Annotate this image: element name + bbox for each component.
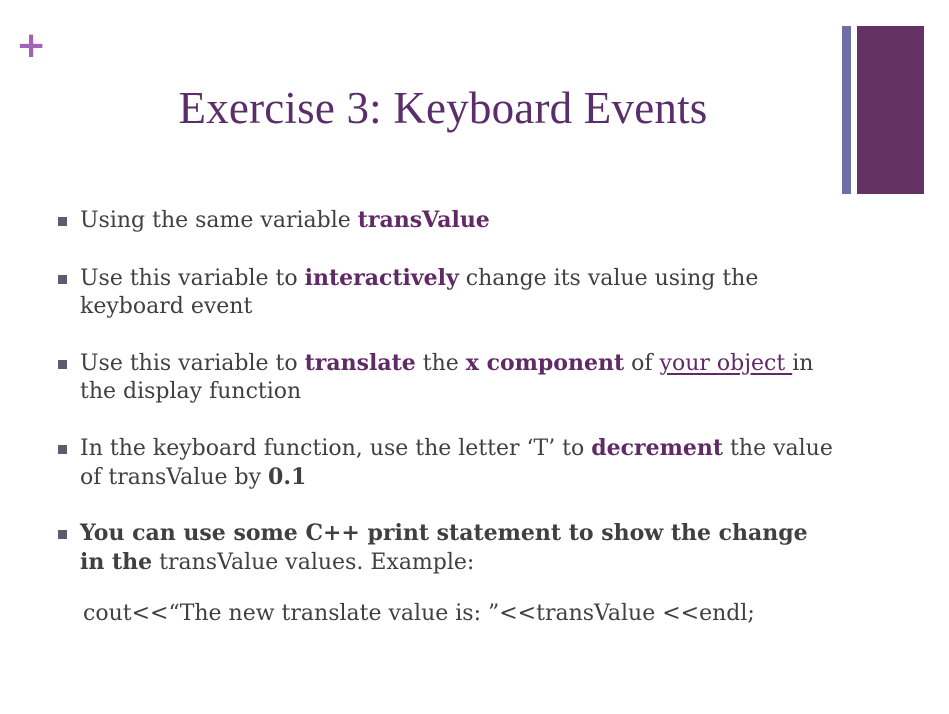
bullet-item: Use this variable to translate the x component of your object in the display function	[56, 349, 836, 406]
bullet-item: Using the same variable transValue	[56, 206, 836, 235]
emphasis: 0.1	[268, 464, 307, 490]
emphasis: x component	[465, 350, 625, 376]
bullet-item: Use this variable to interactively change its value using the keyboard event	[56, 264, 836, 321]
emphasis: translate	[304, 350, 416, 376]
emphasis: You can use some C++ print statement to show the change in the	[80, 520, 808, 575]
object-link[interactable]: your object	[659, 351, 793, 376]
plus-icon: +	[16, 25, 47, 66]
bullet-list	[56, 206, 836, 577]
slide-title: Exercise 3: Keyboard Events	[178, 83, 708, 133]
emphasis: transValue	[357, 207, 490, 233]
bullet-item: In the keyboard function, use the letter ‘T’ to decrement the value of transValue by 0.1	[56, 434, 836, 492]
code-example: cout<<“The new translate value is: ”<<transValue <<endl;	[83, 601, 755, 626]
emphasis: interactively	[304, 265, 459, 291]
bullet-item: You can use some C++ print statement to show the change in the transValue values. Example:	[56, 519, 836, 577]
emphasis: decrement	[591, 435, 724, 461]
